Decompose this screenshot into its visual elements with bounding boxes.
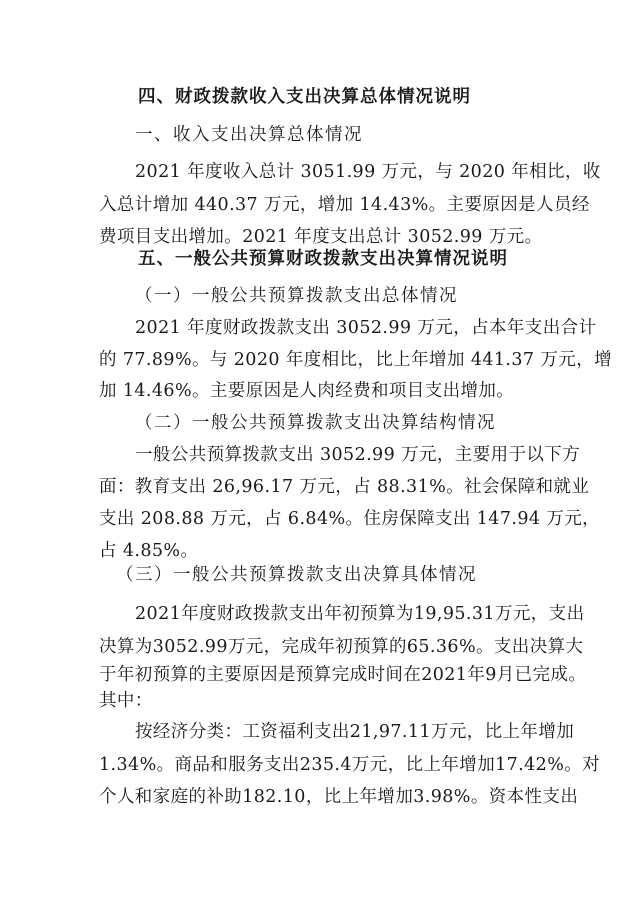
paragraph-line: 一般公共预算拨款支出 3052.99 万元，主要用于以下方 (135, 445, 581, 465)
paragraph-line: 2021 年度收入总计 3051.99 万元，与 2020 年相比，收 (135, 162, 601, 182)
section-4-subheading: 一、收入支出决算总体情况 (135, 125, 363, 145)
section-5-subheading-2: （二）一般公共预算拨款支出决算结构情况 (135, 413, 496, 433)
paragraph-line: 费项目支出增加。2021 年度支出总计 3052.99 万元。 (99, 227, 543, 247)
paragraph-line: 2021 年度财政拨款支出 3052.99 万元，占本年支出合计 (135, 318, 597, 338)
paragraph-line: 入总计增加 440.37 万元，增加 14.43%。主要原因是人员经 (99, 195, 590, 215)
paragraph-line: 个人和家庭的补助182.10，比上年增加3.98%。资本性支出 (99, 787, 579, 807)
paragraph-line: 于年初预算的主要原因是预算完成时间在2021年9月已完成。 (99, 665, 587, 685)
paragraph-line: 的 77.89%。与 2020 年度相比，比上年增加 441.37 万元，增 (99, 350, 613, 370)
paragraph-line: 2021年度财政拨款支出年初预算为19,95.31万元，支出 (135, 604, 585, 624)
section-5-subheading-1: （一）一般公共预算拨款支出总体情况 (135, 286, 458, 306)
paragraph-line: 支出 208.88 万元，占 6.84%。住房保障支出 147.94 万元， (99, 509, 601, 529)
paragraph-line: 面：教育支出 26,96.17 万元，占 88.31%。社会保障和就业 (99, 477, 590, 497)
section-4-title: 四、财政拨款收入支出决算总体情况说明 (138, 87, 471, 107)
paragraph-line: 其中： (99, 691, 153, 711)
paragraph-line: 加 14.46%。主要原因是人肉经费和项目支出增加。 (99, 381, 515, 401)
paragraph-line: 决算为3052.99万元，完成年初预算的65.36%。支出决算大 (99, 637, 584, 657)
paragraph-line: 按经济分类：工资福利支出21,97.11万元，比上年增加 (135, 722, 575, 742)
paragraph-line: 占 4.85%。 (99, 541, 199, 561)
paragraph-line: 1.34%。商品和服务支出235.4万元，比上年增加17.42%。对 (99, 755, 601, 775)
section-5-title: 五、一般公共预算财政拨款支出决算情况说明 (138, 249, 508, 269)
section-5-subheading-3: （三）一般公共预算拨款支出决算具体情况 (116, 565, 477, 585)
